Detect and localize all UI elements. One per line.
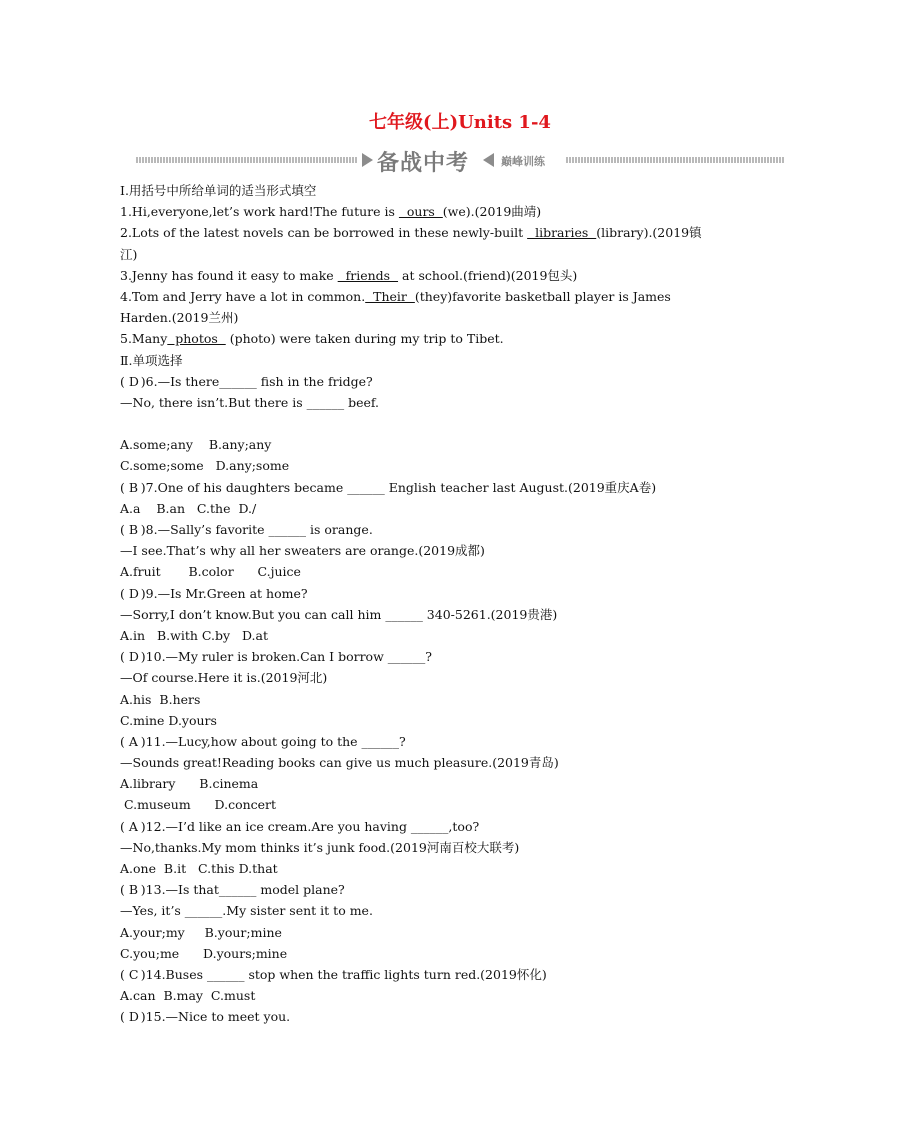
question-13-line2: —Yes, it’s ______.My sister sent it to me. [120,903,373,919]
question-text: (library).(2019镇 [596,225,702,241]
question-12: ( A )12.—I’d like an ice cream.Are you having ______,too? [120,816,810,837]
blank-line [120,413,810,434]
question-9: ( D )9.—Is Mr.Green at home? [120,583,810,604]
question-9-options: A.in B.with C.by D.at [120,627,268,643]
answer-blank: Their [365,288,415,304]
question-text: (they)favorite basketball player is James [414,288,671,304]
question-text: 4.Tom and Jerry have a lot in common. [120,288,366,304]
question-6-options-b: C.some;some D.any;some [120,458,290,474]
question-stem: )10.—My ruler is broken.Can I borrow ______? [140,649,432,665]
question-7-options: A.a B.an C.the D./ [120,500,257,516]
answer-letter: D [128,649,139,665]
answer-letter: D [128,373,139,389]
worksheet-body [120,180,810,1028]
question-3 [120,265,810,286]
answer-letter: B [128,479,139,495]
section-banner [136,148,784,174]
question-1 [120,201,810,222]
question-5 [120,328,810,349]
answer-letter: A [128,818,138,834]
question-stem: )6.—Is there______ fish in the fridge? [140,373,373,389]
question-14-options: A.can B.may C.must [120,988,256,1004]
question-12-line2: —No,thanks.My mom thinks it’s junk food.(2019河南百校大联考) [120,839,520,855]
answer-blank: ours [398,204,443,220]
question-2 [120,222,810,243]
question-4-continued: Harden.(2019兰州) [120,310,239,326]
section-heading: Ⅰ.用括号中所给单词的适当形式填空 [120,183,317,198]
question-stem: )11.—Lucy,how about going to the ______? [140,733,406,749]
page-title: 七年级(上)Units 1-4 [369,112,551,133]
answer-blank: friends [337,267,399,283]
answer-letter: B [128,522,139,537]
question-text: at school.(friend)(2019包头) [398,267,578,283]
question-11: ( A )11.—Lucy,how about going to the ______? [120,731,810,752]
triangle-right-icon [362,153,373,167]
question-text: 3.Jenny has found it easy to make [120,267,338,283]
question-stem: )12.—I’d like an ice cream.Are you having ______,too? [140,818,480,834]
answer-letter: D [128,1009,139,1025]
question-13-options-a: A.your;my B.your;mine [120,924,282,940]
triangle-left-icon [483,153,494,167]
answer-blank: photos [167,331,226,347]
banner-rule-left [136,157,358,163]
question-11-options-a: A.library B.cinema [120,776,259,792]
question-2-continued: 江) [120,246,138,262]
question-text: 5.Many [120,331,168,347]
question-stem: )8.—Sally’s favorite ______ is orange. [140,522,373,537]
question-7: ( B )7.One of his daughters became ______ English teacher last August.(2019重庆A卷) [120,477,810,498]
question-6-options-a: A.some;any B.any;any [120,437,272,453]
question-8: ( B )8.—Sally’s favorite ______ is orange. [120,519,810,540]
question-6: ( D )6.—Is there______ fish in the fridge? [120,371,810,392]
answer-blank: libraries [527,225,597,241]
banner-rule-right [566,157,784,163]
question-13-options-b: C.you;me D.yours;mine [120,945,288,961]
question-stem: )14.Buses ______ stop when the traffic lights turn red.(2019怀化) [140,966,547,982]
question-stem: )15.—Nice to meet you. [140,1009,291,1025]
answer-letter: D [128,585,139,601]
question-8-line2: —I see.That’s why all her sweaters are orange.(2019成都) [120,543,485,559]
question-14: ( C )14.Buses ______ stop when the traffic lights turn red.(2019怀化) [120,964,810,985]
question-text: (photo) were taken during my trip to Tibet. [225,331,504,347]
question-9-line2: —Sorry,I don’t know.But you can call him ______ 340-5261.(2019贵港) [120,606,558,622]
question-text: (we).(2019曲靖) [442,204,542,220]
question-stem: )13.—Is that______ model plane? [140,882,345,898]
question-13: ( B )13.—Is that______ model plane? [120,879,810,900]
question-10-options-b: C.mine D.yours [120,712,217,728]
question-stem: )9.—Is Mr.Green at home? [140,585,308,601]
question-text: 2.Lots of the latest novels can be borrowed in these newly-built [120,225,528,241]
answer-letter: B [128,882,139,898]
question-4 [120,286,810,307]
question-11-line2: —Sounds great!Reading books can give us much pleasure.(2019青岛) [120,755,559,771]
question-6-line2: —No, there isn’t.But there is ______ beef. [120,394,380,410]
question-11-options-b: C.museum D.concert [120,797,277,813]
question-12-options: A.one B.it C.this D.that [120,861,278,876]
question-10-options-a: A.his B.hers [120,691,201,707]
question-stem: )7.One of his daughters became ______ English teacher last August.(2019重庆A卷) [140,479,657,495]
question-15: ( D )15.—Nice to meet you. [120,1006,810,1027]
question-10-line2: —Of course.Here it is.(2019河北) [120,670,328,686]
question-text: 1.Hi,everyone,let’s work hard!The future is [120,204,399,220]
question-10: ( D )10.—My ruler is broken.Can I borrow ______? [120,646,810,667]
section-heading: Ⅱ.单项选择 [120,352,183,368]
answer-letter: A [128,733,138,749]
answer-letter: C [128,966,139,982]
banner-main-text: 备战中考 [377,151,470,176]
banner-sub-text: 巅峰训练 [501,155,545,168]
question-8-options: A.fruit B.color C.juice [120,564,301,580]
